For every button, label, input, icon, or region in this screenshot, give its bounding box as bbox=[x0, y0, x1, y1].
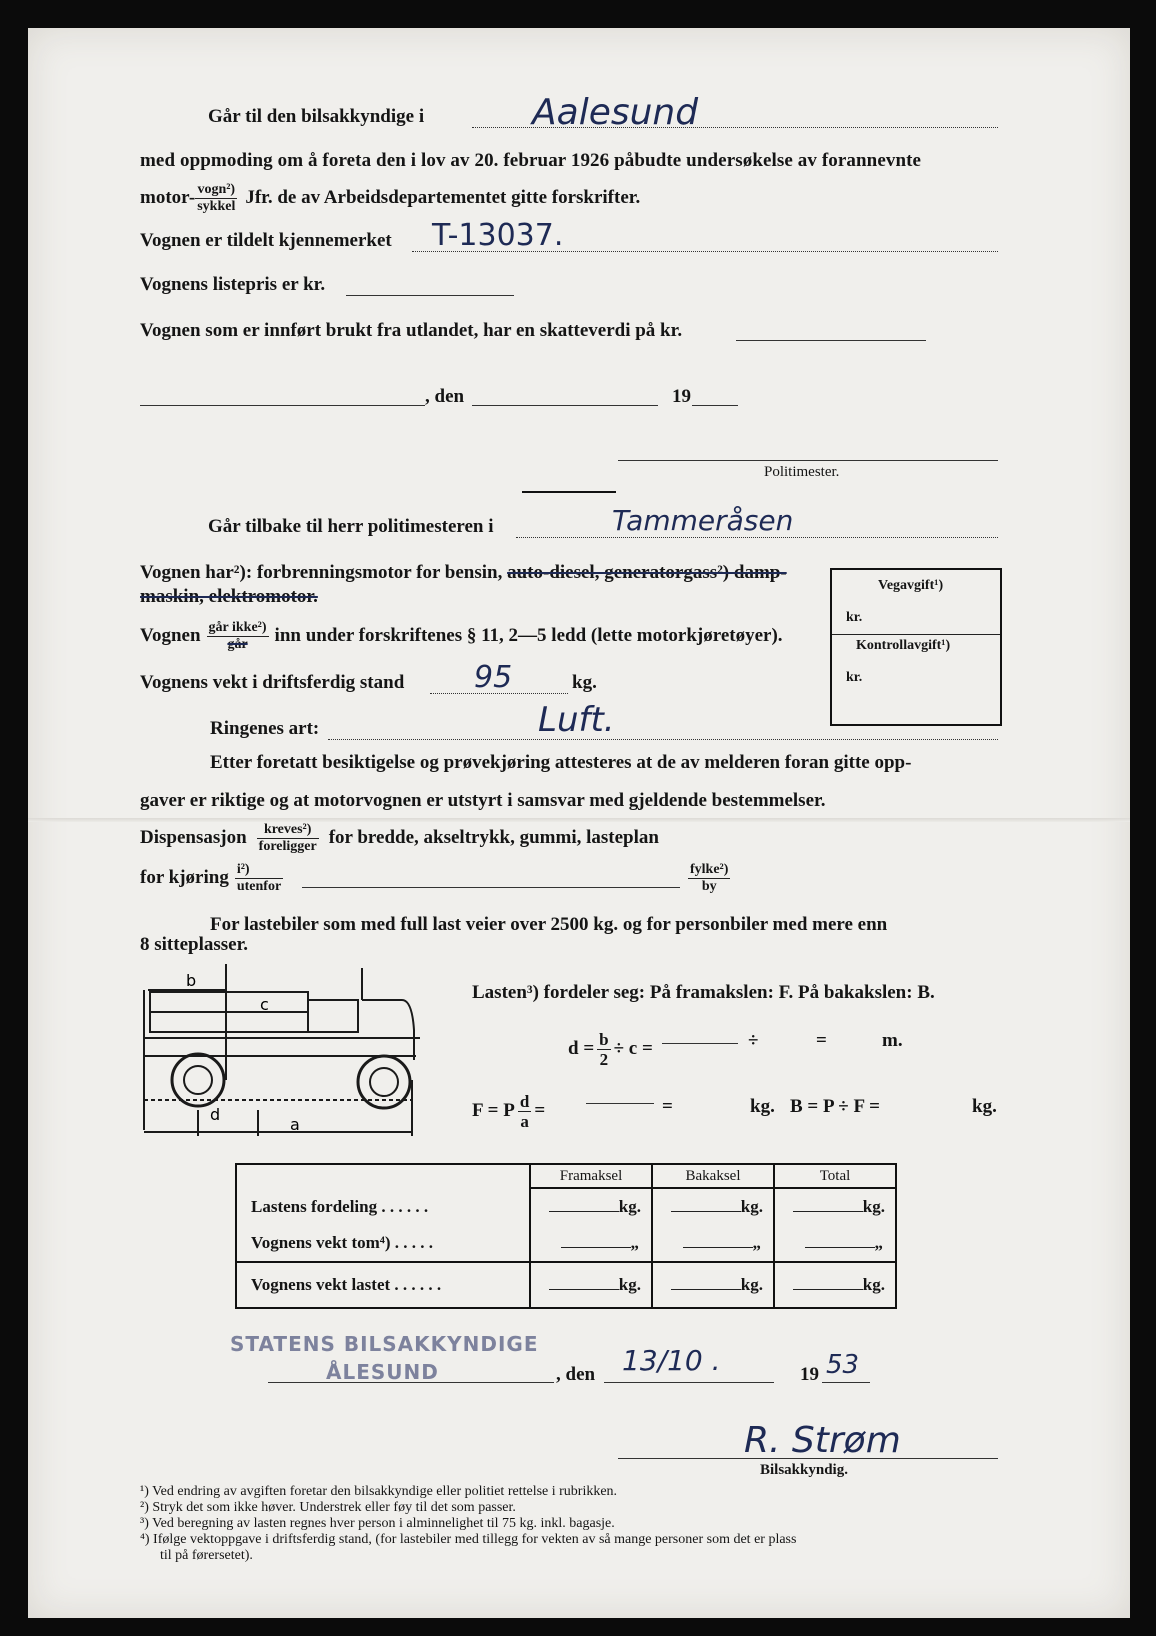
formula-b-kg: kg. bbox=[972, 1096, 997, 1117]
county-city-frac: $\frac{\text{fylke²)}}{by}$ bbox=[690, 862, 729, 894]
date2-year-handwriting: 53 bbox=[826, 1350, 860, 1380]
date2-year-line bbox=[822, 1382, 870, 1383]
truck-note-b: 8 sitteplasser. bbox=[140, 934, 249, 955]
stamp-line2: ÅLESUND bbox=[326, 1360, 439, 1384]
table-row-label: Lastens fordeling . . . . . . bbox=[236, 1188, 530, 1225]
table-cell: kg. bbox=[530, 1188, 652, 1225]
tire-type-handwriting: Luft. bbox=[538, 700, 615, 740]
formula-b: B = P ÷ F = bbox=[790, 1096, 880, 1117]
date1-year-line bbox=[692, 405, 738, 406]
table-cell: kg. bbox=[774, 1188, 896, 1225]
road-fee-label: Vegavgift¹) bbox=[878, 578, 944, 593]
table-header-total: Total bbox=[774, 1164, 896, 1188]
request-text: med oppmoding om å foreta den i lov av 20. februar 1926 påbudte undersøkelse av forannevnte bbox=[140, 150, 922, 171]
weight-label: Vognens vekt i driftsferdig stand bbox=[140, 672, 405, 693]
diagram-label-b: b bbox=[186, 971, 197, 990]
date2-place-line bbox=[268, 1382, 554, 1383]
light-vehicle-line: Vognen $\frac{\text{går ikke²)}}{\text{går}}$ inn under forskriftenes § 11, 2—5 ledd (lette motorkjøretøyer). bbox=[140, 620, 783, 652]
registration-label: Vognen er tildelt kjennemerket bbox=[140, 230, 392, 251]
date1-year: 19 bbox=[672, 386, 691, 407]
fee-box bbox=[830, 568, 1002, 726]
formula-f-kg: kg. bbox=[750, 1096, 775, 1117]
formula-d-div: ÷ bbox=[748, 1030, 759, 1051]
control-fee-label: Kontrollavgift¹) bbox=[856, 638, 951, 653]
date2-handwriting: 13/10 . bbox=[622, 1344, 721, 1377]
driving-area-line-blank bbox=[302, 887, 680, 888]
table-header-front: Framaksel bbox=[530, 1164, 652, 1188]
engine-type-line-a: Vognen har²): forbrenningsmotor for bensin, auto-diesel, generatorgass²) damp- bbox=[140, 562, 787, 583]
footnote-2: ²) Stryk det som ikke høver. Understrek eller føy til det som passer. bbox=[140, 1500, 516, 1515]
date1-den: , den bbox=[425, 386, 465, 407]
road-fee-kr: kr. bbox=[846, 610, 863, 625]
stamp-line1: STATENS BILSAKKYNDIGE bbox=[230, 1332, 539, 1356]
table-cell: „ bbox=[774, 1225, 896, 1262]
load-table bbox=[235, 1163, 897, 1309]
load-distribution-title: Lasten³) fordeler seg: På framakslen: F. På bakakslen: B. bbox=[472, 982, 935, 1003]
signature-role: Bilsakkyndig. bbox=[760, 1462, 848, 1478]
weight-unit: kg. bbox=[572, 672, 597, 693]
date1-place-line bbox=[140, 405, 425, 406]
table-cell: „ bbox=[530, 1225, 652, 1262]
destination-handwriting: Aalesund bbox=[532, 92, 699, 133]
signature-handwriting: R. Strøm bbox=[744, 1420, 901, 1461]
formula-f-blank bbox=[586, 1103, 654, 1104]
politimester-signature-line bbox=[618, 460, 998, 461]
truck-note-a: For lastebiler som med full last veier over 2500 kg. og for personbiler med mere enn bbox=[210, 914, 888, 935]
formula-d-eq: = bbox=[816, 1030, 827, 1051]
date2-date-line bbox=[604, 1382, 774, 1383]
attest-line-a: Etter foretatt besiktigelse og prøvekjøring attesteres at de av melderen foran gitte opp- bbox=[210, 752, 912, 773]
truck-diagram bbox=[140, 960, 440, 1140]
date2-year: 19 bbox=[800, 1364, 819, 1385]
separator-rule bbox=[522, 491, 616, 493]
table-cell: kg. bbox=[652, 1262, 774, 1308]
date1-date-line bbox=[472, 405, 658, 406]
return-handwriting: Tammeråsen bbox=[612, 504, 794, 537]
formula-f: F = P $\frac{d}{a}$ = bbox=[472, 1092, 546, 1131]
weight-handwriting: 95 bbox=[474, 660, 513, 695]
motor-type-line: motor- $\frac{\text{vogn²)}}{\text{sykkel}}$ Jfr. de av Arbeidsdepartementet gitte forskrifter. bbox=[140, 182, 641, 214]
tax-value-line bbox=[736, 340, 926, 341]
driving-area-line: for kjøring $\frac{\text{i²)}}{\text{utenfor}}$ bbox=[140, 862, 282, 894]
control-fee-kr: kr. bbox=[846, 670, 863, 685]
attest-line-b: gaver er riktige og at motorvognen er utstyrt i samsvar med gjeldende bestemmelser. bbox=[140, 790, 826, 811]
politimester-label: Politimester. bbox=[764, 464, 840, 480]
diagram-label-a: a bbox=[290, 1115, 300, 1134]
diagram-label-d: d bbox=[210, 1105, 221, 1124]
tire-type-label: Ringenes art: bbox=[210, 718, 320, 739]
tax-value-label: Vognen som er innført brukt fra utlandet, har en skatteverdi på kr. bbox=[140, 320, 683, 341]
formula-d: d = $\frac{b}{2}$ ÷ c = bbox=[568, 1030, 653, 1069]
formula-d-blank1 bbox=[662, 1043, 738, 1044]
engine-type-line-b: maskin, elektromotor. bbox=[140, 586, 318, 607]
diagram-label-c: c bbox=[260, 995, 269, 1014]
footnote-1: ¹) Ved endring av avgiften foretar den bilsakkyndige eller politiet rettelse i rubrikken. bbox=[140, 1484, 618, 1499]
table-header-rear: Bakaksel bbox=[652, 1164, 774, 1188]
table-cell: „ bbox=[652, 1225, 774, 1262]
box-divider bbox=[832, 634, 1000, 635]
formula-d-unit: m. bbox=[882, 1030, 903, 1051]
footnote-3: ³) Ved beregning av lasten regnes hver person i alminnelighet til 75 kg. inkl. bagasje. bbox=[140, 1516, 615, 1531]
table-cell: kg. bbox=[652, 1188, 774, 1225]
footnote-4-cont: til på førersetet). bbox=[160, 1548, 253, 1563]
tire-type-line bbox=[328, 739, 998, 740]
footnote-4: ⁴) Ifølge vektoppgave i driftsferdig stand, (for lastebiler med tillegg for vekten av så mange personer som det er plass bbox=[140, 1532, 797, 1547]
date2-den: , den bbox=[556, 1364, 596, 1385]
destination-label: Går til den bilsakkyndige i bbox=[208, 106, 425, 127]
dispensation-line: Dispensasjon $\frac{\text{kreves²)}}{\text{foreligger}}$ for bredde, akseltrykk, gummi, lasteplan bbox=[140, 822, 659, 854]
table-cell: kg. bbox=[774, 1262, 896, 1308]
return-label: Går tilbake til herr politimesteren i bbox=[208, 516, 494, 537]
table-row-label: Vognens vekt tom⁴) . . . . . bbox=[236, 1225, 530, 1262]
return-line bbox=[516, 537, 998, 538]
formula-f-eq: = bbox=[662, 1096, 673, 1117]
table-cell: kg. bbox=[530, 1262, 652, 1308]
list-price-line bbox=[346, 295, 514, 296]
list-price-label: Vognens listepris er kr. bbox=[140, 274, 326, 295]
registration-handwriting: T-13037. bbox=[432, 218, 564, 253]
table-row-label: Vognens vekt lastet . . . . . . bbox=[236, 1262, 530, 1308]
